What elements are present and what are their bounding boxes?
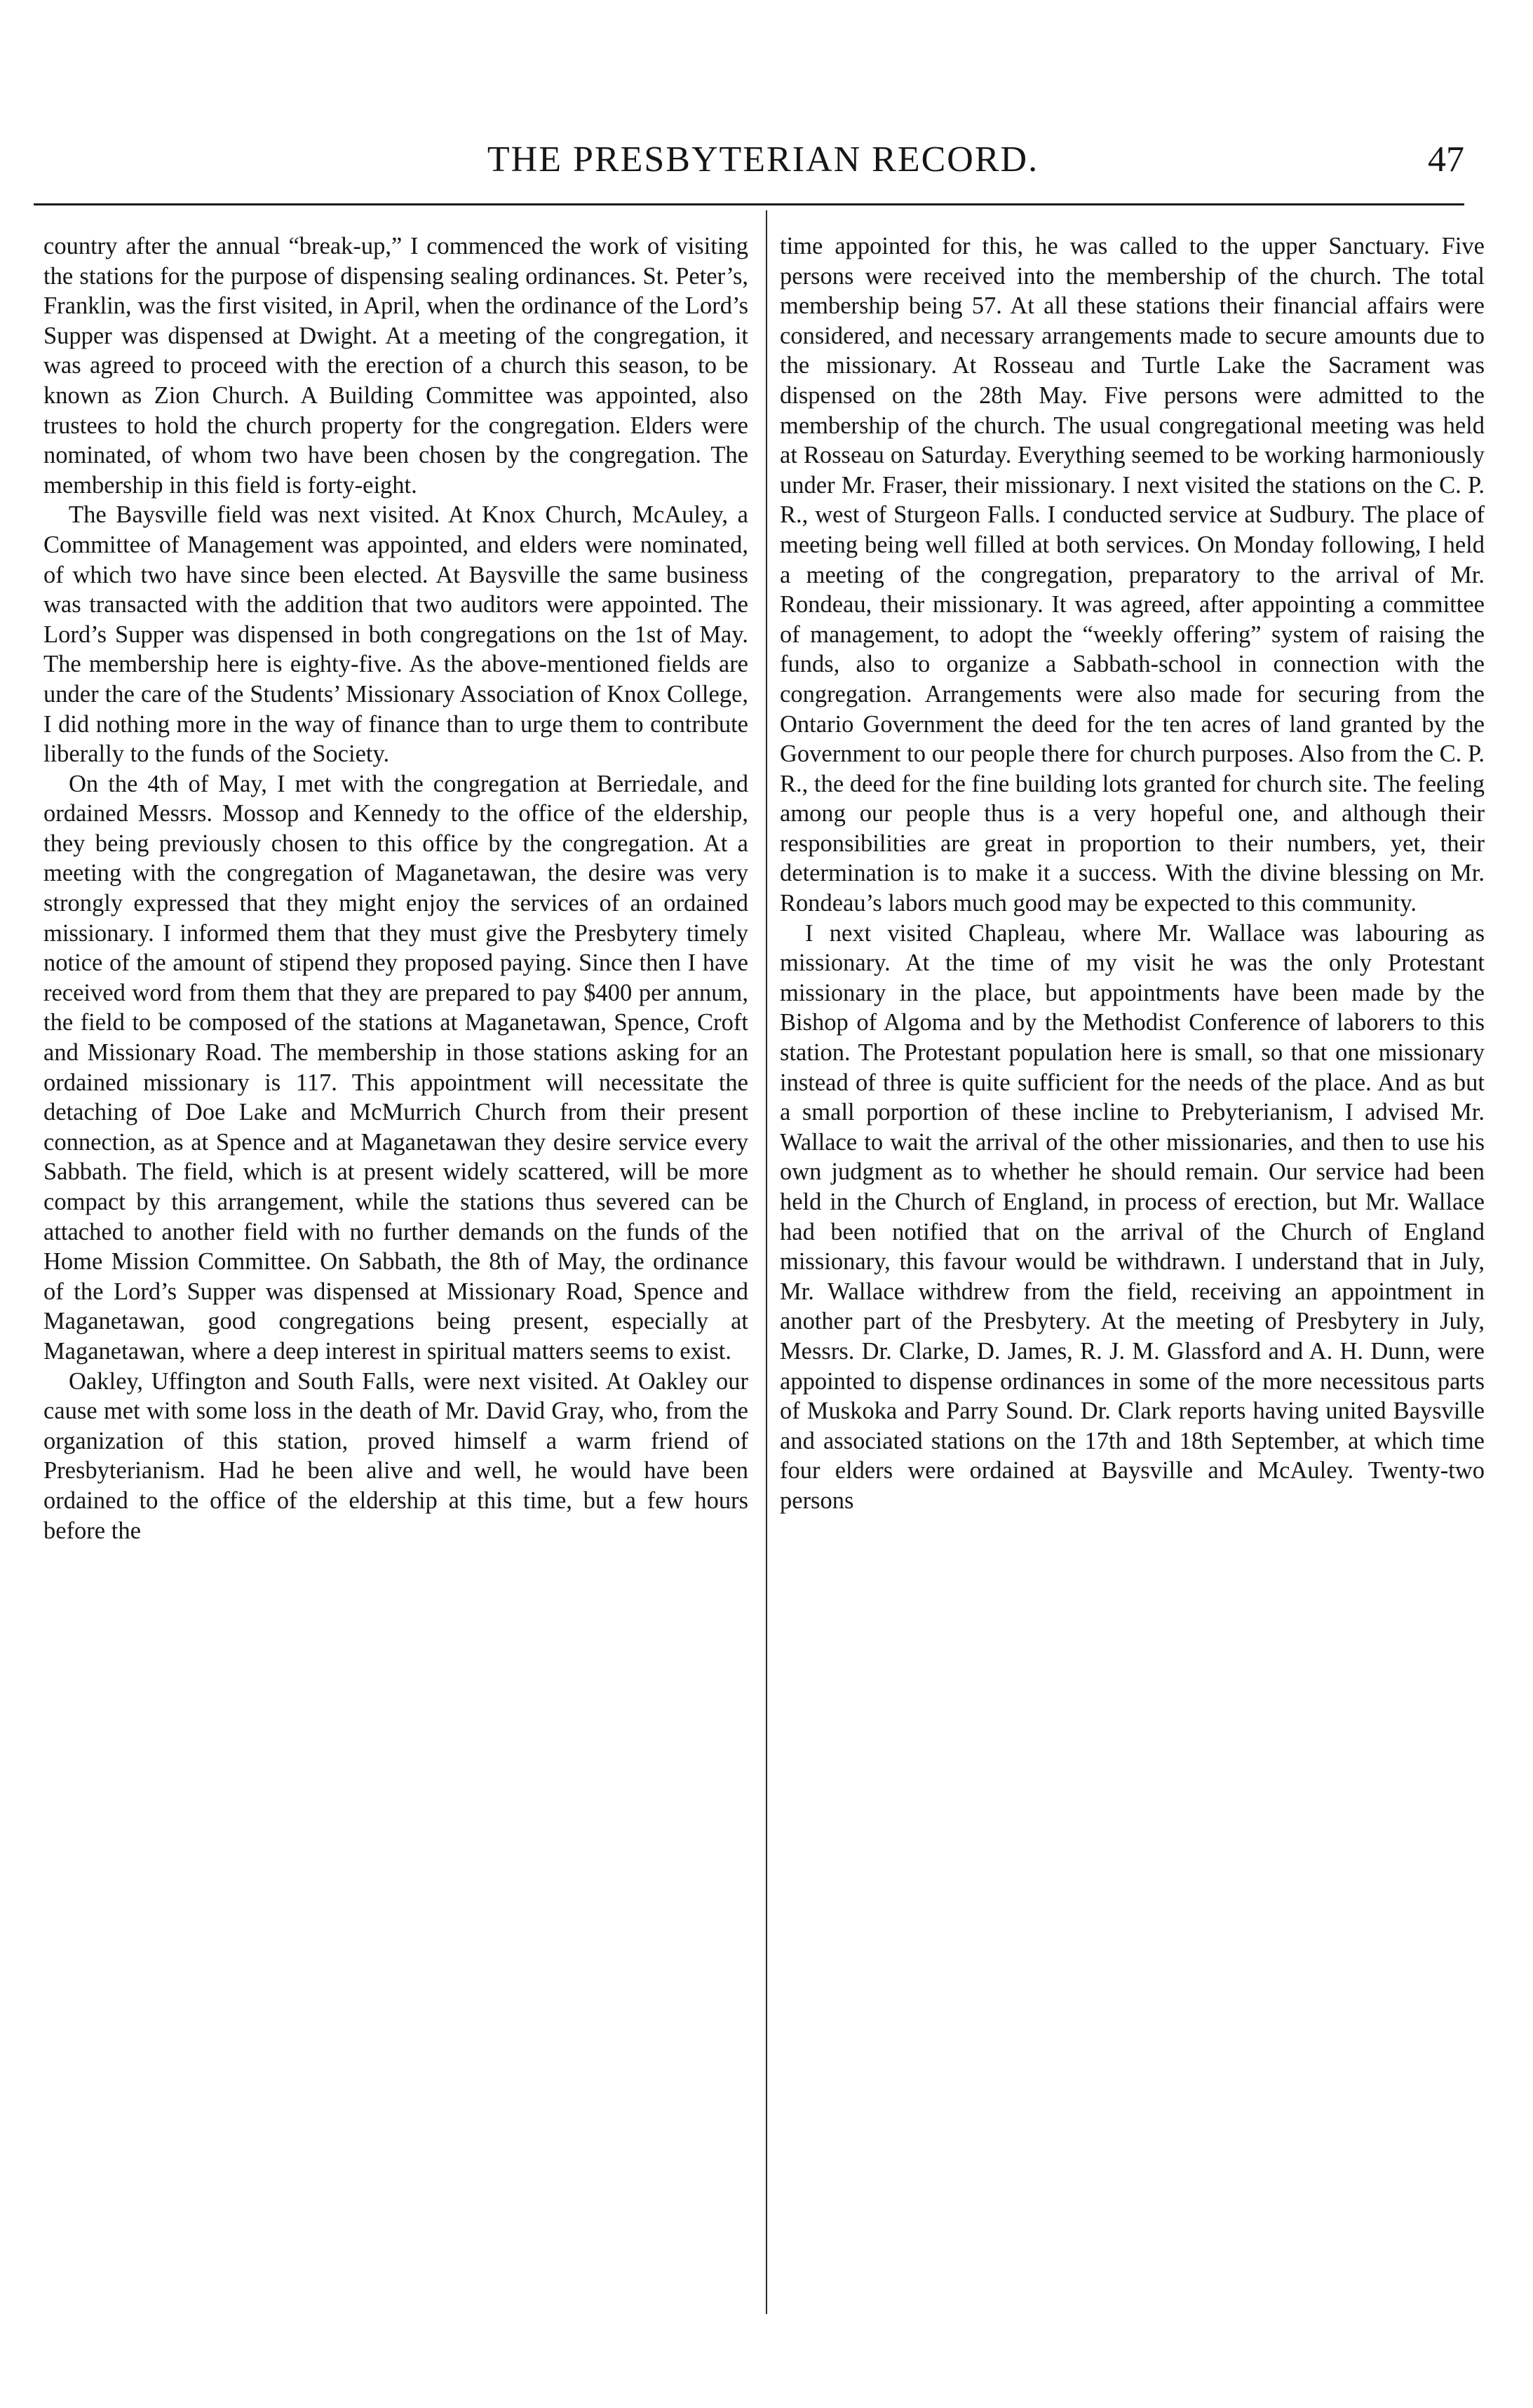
paragraph: time appointed for this, he was called to the upper Sanctuary. Five persons were received into the membership of the church. The total membership being 57. At all these stations their financial affairs were considered, and necessary arrangements made to secure amounts due to the missionary. At Rosseau and Turtle Lake the Sacrament was dispensed on the 28th May. Five persons were admitted to the membership of the church. The usual congregational meeting was held at Rosseau on Saturday. Everything seemed to be working harmoniously under Mr. Fraser, their missionary. I next visited the stations on the C. P. R., west of Sturgeon Falls. I conducted service at Sudbury. The place of meeting being well filled at both services. On Monday following, I held a meeting of the congregation, preparatory to the arrival of Mr. Rondeau, their missionary. It was agreed, after appointing a committee of management, to adopt the “weekly offering” system of raising the funds, also to organize a Sabbath-school in connection with the congregation. Arrangements were also made for securing from the Ontario Government the deed for the ten acres of land granted by the Government to our people there for church purposes. Also from the C. P. R., the deed for the fine building lots granted for church site. The feeling among our people thus is a very hopeful one, and although their responsibilities are great in proportion to their numbers, yet, their determination is to make it a success. With the divine blessing on Mr. Rondeau’s labors much good may be expected to this community. xyxy=(780,233,1485,917)
paragraph: I next visited Chapleau, where Mr. Wallace was labouring as missionary. At the time of my visit he was the only Protestant missionary in the place, but appointments have been made by the Bishop of Algoma and by the Methodist Conference of laborers to this station. The Protestant population here is small, so that one missionary instead of three is quite sufficient for the needs of the place. And as but a small porportion of these incline to Prebyterianism, I advised Mr. Wallace to wait the arrival of the other missionaries, and then to use his own judgment as to whether he should remain. Our service had been held in the Church of England, in process of erection, but Mr. Wallace had been notified that on the arrival of the Church of England missionary, this favour would be withdrawn. I understand that in July, Mr. Wallace withdrew from the field, receiving an appointment in another part of the Presbytery. At the meeting of Presbytery in July, Messrs. Dr. Clarke, D. James, R. J. M. Glassford and A. H. Dunn, were appointed to dispense ordinances in some of the more necessitous parts of Muskoka and Parry Sound. Dr. Clark reports having united Baysville and associated stations on the 17th and 18th September, at which time four elders were ordained at Baysville and McAuley. Twenty-two persons xyxy=(780,919,1485,1514)
paragraph: Oakley, Uffington and South Falls, were next visited. At Oakley our cause met with some loss in the death of Mr. David Gray, who, from the organization of this station, proved himself a warm friend of Presbyterianism. Had he been alive and well, he would have been ordained to the office of the eldership at this time, but a few hours before the xyxy=(43,1367,748,1544)
running-head xyxy=(34,132,1464,188)
page-number: 47 xyxy=(1428,140,1464,180)
paragraph: country after the annual “break-up,” I commenced the work of visiting the stations for the purpose of dispensing sealing ordinances. St. Peter’s, Franklin, was the first visited, in April, when the ordinance of the Lord’s Supper was dispensed at Dwight. At a meeting of the congregation, it was agreed to proceed with the erection of a church this season, to be known as Zion Church. A Building Committee was appointed, also trustees to hold the church property for the congregation. Elders were nominated, of whom two have been chosen by the congregation. The membership in this field is forty-eight. xyxy=(43,233,748,499)
paragraph: The Baysville field was next visited. At Knox Church, McAuley, a Committee of Management was appointed, and elders were nominated, of which two have since been elected. At Baysville the same business was transacted with the addition that two auditors were appointed. The Lord’s Supper was dispensed in both congregations on the 1st of May. The membership here is eighty-five. As the above-mentioned fields are under the care of the Students’ Missionary Association of Knox College, I did nothing more in the way of finance than to urge them to contribute liberally to the funds of the Society. xyxy=(43,501,748,768)
right-column xyxy=(780,231,1485,2321)
paragraph: On the 4th of May, I met with the congregation at Berriedale, and ordained Messrs. Mossop and Kennedy to the office of the eldership, they being previously chosen to this office by the congregation. At a meeting with the congregation of Maganetawan, the desire was very strongly expressed that they might enjoy the services of an ordained missionary. I informed them that they must give the Presbytery timely notice of the amount of stipend they proposed paying. Since then I have received word from them that they are prepared to pay $400 per annum, the field to be composed of the stations at Maganetawan, Spence, Croft and Missionary Road. The membership in those stations asking for an ordained missionary is 117. This appointment will necessitate the detaching of Doe Lake and McMurrich Church from their present connection, as at Spence and at Maganetawan they desire service every Sabbath. The field, which is at present widely scattered, will be more compact by this arrangement, while the stations thus severed can be attached to another field with no further demands on the funds of the Home Mission Committee. On Sabbath, the 8th of May, the ordinance of the Lord’s Supper was dispensed at Missionary Road, Spence and Maganetawan, good congregations being present, especially at Maganetawan, where a deep interest in spiritual matters seems to exist. xyxy=(43,770,748,1365)
left-column xyxy=(43,231,748,2321)
header-rule xyxy=(34,203,1464,205)
page-title: THE PRESBYTERIAN RECORD. xyxy=(487,140,1039,180)
column-divider xyxy=(766,210,767,2314)
